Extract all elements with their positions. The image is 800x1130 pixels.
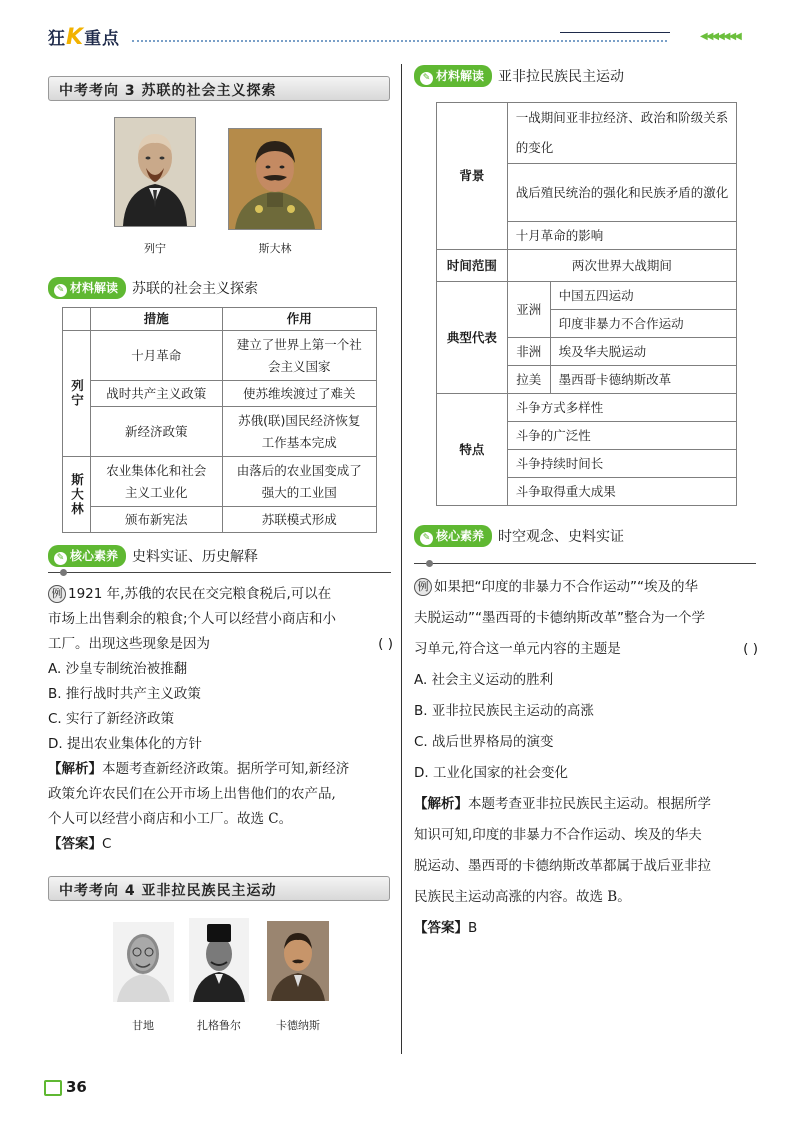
- option: A. 社会主义运动的胜利: [414, 672, 554, 688]
- material-tag: ✎ 材料解读: [414, 65, 492, 87]
- question-rule: [414, 563, 756, 564]
- material-tag: ✎ 材料解读: [48, 277, 126, 299]
- material-heading-left: [48, 277, 258, 299]
- book-icon: [44, 1080, 62, 1096]
- logo-text-b: 重点: [84, 29, 121, 49]
- portrait-gandhi: [113, 922, 174, 1002]
- region-latam: 拉美: [507, 366, 550, 394]
- region-africa: 非洲: [507, 338, 550, 366]
- option: D. 工业化国家的社会变化: [414, 765, 568, 781]
- caption-zaghlul: 扎格鲁尔: [197, 1019, 241, 1032]
- table-cell: 建立了世界上第一个社会主义国家: [222, 331, 377, 381]
- table-cell: 印度非暴力不合作运动: [550, 310, 736, 338]
- core-title: 史料实证、历史解释: [132, 549, 259, 565]
- portrait-zaghlul: [189, 918, 249, 1002]
- leaf-icon: ✎: [420, 72, 433, 85]
- logo-k: K: [66, 25, 85, 50]
- core-heading-right: [414, 525, 624, 547]
- option: B. 推行战时共产主义政策: [48, 686, 201, 702]
- caption-stalin: 斯大林: [258, 242, 292, 255]
- table-cell: 斗争取得重大成果: [507, 478, 736, 506]
- material-title: 亚非拉民族民主运动: [498, 69, 625, 85]
- portrait-stalin: [228, 128, 322, 230]
- table-cell: 两次世界大战期间: [507, 250, 736, 282]
- section-title: 中考考向 3 苏联的社会主义探索: [59, 83, 277, 99]
- table-header: 措施: [90, 308, 222, 331]
- question-right: 例 如果把“印度的非暴力不合作运动”“埃及的华 夫脱运动”“墨西哥的卡德纳斯改革”整合为一个学 习单元,符合这一单元内容的主题是 ( ) A. 社会主义运动的胜利 B. 亚非拉民族民主运动的高涨 C. 战后世界格局的演变 D. 工业化国家的社会变化 【解析】本题考查亚非拉民族民主运动。根据所学 知识可知,印度的非暴力不合作运动、埃及的华夫 脱运动、墨西哥的卡德纳斯改革都属于战后亚非拉 民族民主运动高涨的内容。故选 B。 【答案】B: [414, 579, 758, 936]
- table-cell: 由落后的农业国变成了强大的工业国: [222, 457, 377, 507]
- page-number: 36: [44, 1078, 87, 1096]
- pin-icon: [60, 569, 67, 576]
- row-label-lenin: 列宁: [63, 331, 91, 457]
- example-badge-icon: 例: [414, 578, 432, 596]
- table-cell: 苏俄(联)国民经济恢复工作基本完成: [222, 407, 377, 457]
- table-cell: 苏联模式形成: [222, 507, 377, 533]
- portrait-lenin: [114, 117, 196, 227]
- question-rule: [48, 572, 391, 573]
- table-cell: 中国五四运动: [550, 282, 736, 310]
- pin-icon: [426, 560, 433, 567]
- region-asia: 亚洲: [507, 282, 550, 338]
- row-label-features: 特点: [437, 394, 508, 506]
- table-cell: 斗争持续时间长: [507, 450, 736, 478]
- example-badge-icon: 例: [48, 585, 66, 603]
- logo-text-a: 狂: [48, 29, 66, 49]
- table-cell: 颁布新宪法: [90, 507, 222, 533]
- caption-lenin: 列宁: [144, 242, 166, 255]
- option: C. 战后世界格局的演变: [414, 734, 554, 750]
- table-cell: 斗争方式多样性: [507, 394, 736, 422]
- section-banner-3: [48, 76, 390, 101]
- core-tag: ✎ 核心素养: [414, 525, 492, 547]
- table-cell: 一战期间亚非拉经济、政治和阶级关系的变化: [507, 103, 736, 164]
- table-cell: 使苏维埃渡过了难关: [222, 381, 377, 407]
- table-header: 作用: [222, 308, 377, 331]
- table-cell: 战时共产主义政策: [90, 381, 222, 407]
- caption-gandhi: 甘地: [132, 1019, 154, 1032]
- material-title: 苏联的社会主义探索: [132, 281, 259, 297]
- row-label-stalin: 斯大林: [63, 457, 91, 533]
- option: C. 实行了新经济政策: [48, 711, 175, 727]
- header-solid-rule: [560, 32, 670, 33]
- core-tag: ✎ 核心素养: [48, 545, 126, 567]
- table-cell: 新经济政策: [90, 407, 222, 457]
- table-cell: 斗争的广泛性: [507, 422, 736, 450]
- section-title: 中考考向 4 亚非拉民族民主运动: [59, 883, 277, 899]
- table-cell: 十月革命的影响: [507, 222, 736, 250]
- option: B. 亚非拉民族民主运动的高涨: [414, 703, 594, 719]
- option: A. 沙皇专制统治被推翻: [48, 661, 188, 677]
- leaf-icon: ✎: [54, 552, 67, 565]
- header-arrows-icon: ◀◀◀◀◀◀◀: [700, 31, 740, 42]
- core-title: 时空观念、史料实证: [498, 529, 625, 545]
- question-left: 例 1921 年,苏俄的农民在交完粮食税后,可以在 市场上出售剩余的粮食;个人可以经营小商店和小 工厂。出现这些现象是因为 ( ) A. 沙皇专制统治被推翻 B. 推行战时共产主义政策 C. 实行了新经济政策 D. 提出农业集体化的方针 【解析】本题考查新经济政策。据所学可知,新经济 政策允许农民们在公开市场上出售他们的农产品, 个人可以经营小商店和小工厂。故选 C。 【答案】C: [48, 586, 393, 852]
- table-cell: 埃及华夫脱运动: [550, 338, 736, 366]
- afro-asia-latam-table: [436, 102, 737, 506]
- table-cell: 战后殖民统治的强化和民族矛盾的激化: [507, 164, 736, 222]
- portrait-cardenas: [267, 921, 329, 1001]
- leaf-icon: ✎: [54, 284, 67, 297]
- ussr-table: [62, 307, 377, 533]
- leaf-icon: ✎: [420, 532, 433, 545]
- option: D. 提出农业集体化的方针: [48, 736, 202, 752]
- row-label-typical: 典型代表: [437, 282, 508, 394]
- caption-cardenas: 卡德纳斯: [276, 1019, 320, 1032]
- section-banner-4: [48, 876, 390, 901]
- header-logo: [48, 24, 120, 50]
- table-cell: 农业集体化和社会主义工业化: [90, 457, 222, 507]
- column-divider: [401, 64, 402, 1054]
- table-cell: 十月革命: [90, 331, 222, 381]
- header-dotted-rule: [132, 40, 667, 42]
- material-heading-right: [414, 65, 624, 87]
- core-heading-left: [48, 545, 258, 567]
- table-cell: 墨西哥卡德纳斯改革: [550, 366, 736, 394]
- row-label-time: 时间范围: [437, 250, 508, 282]
- row-label-background: 背景: [437, 103, 508, 250]
